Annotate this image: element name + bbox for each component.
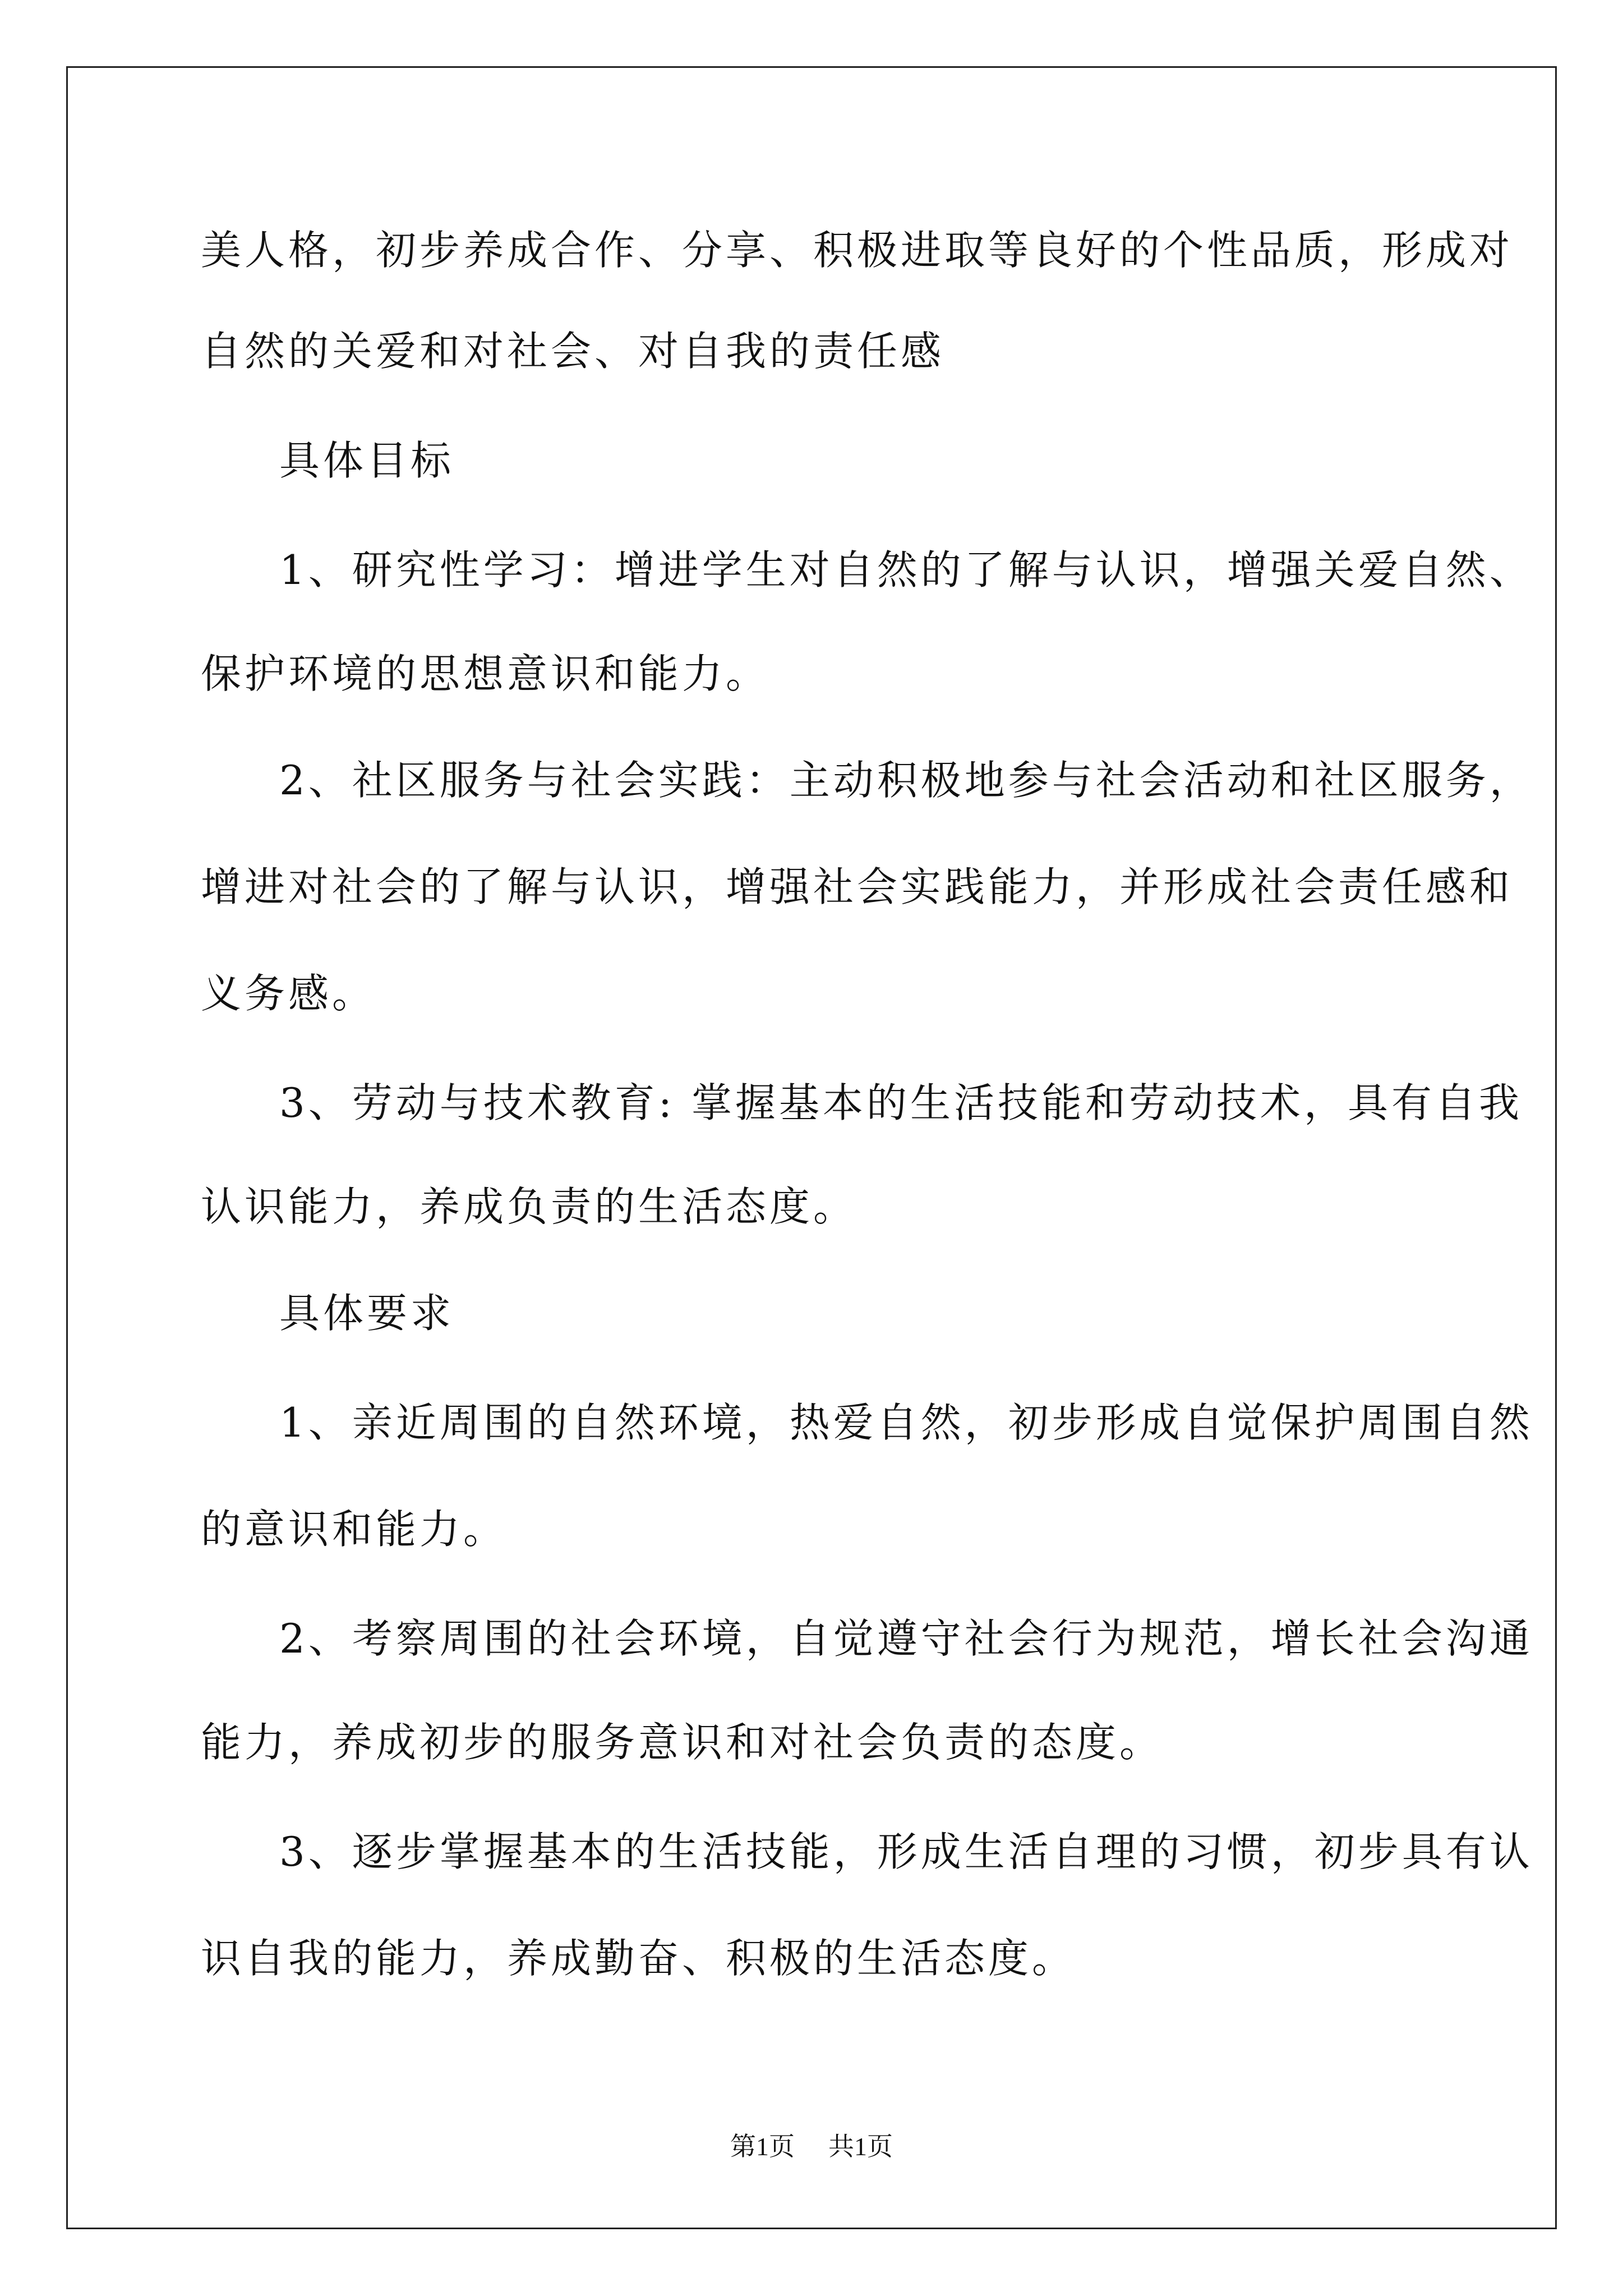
text-line: 1、亲近周围的自然环境，热爱自然，初步形成自觉保护周围自然	[279, 1399, 1533, 1446]
text-line: 保护环境的思想意识和能力。	[201, 650, 770, 697]
text-line: 2、考察周围的社会环境，自觉遵守社会行为规范，增长社会沟通	[279, 1615, 1533, 1662]
text-line: 义务感。	[201, 970, 376, 1017]
text-line: 增进对社会的了解与认识，增强社会实践能力，并形成社会责任感和	[201, 863, 1514, 910]
text-line: 1、研究性学习：增进学生对自然的了解与认识，增强关爱自然、	[279, 546, 1533, 593]
text-line: 3、逐步掌握基本的生活技能，形成生活自理的习惯，初步具有认	[279, 1828, 1533, 1875]
text-line: 自然的关爱和对社会、对自我的责任感	[201, 328, 945, 375]
page-frame	[66, 66, 1557, 2229]
text-line: 的意识和能力。	[201, 1506, 508, 1553]
text-line: 识自我的能力，养成勤奋、积极的生活态度。	[201, 1935, 1076, 1982]
page-total: 共1页	[828, 2132, 893, 2161]
text-line: 美人格，初步养成合作、分享、积极进取等良好的个性品质，形成对	[201, 227, 1514, 274]
section-heading: 具体目标	[279, 437, 455, 484]
page-footer	[0, 2126, 1623, 2163]
page-number: 第1页	[730, 2132, 795, 2161]
text-line: 能力，养成初步的服务意识和对社会负责的态度。	[201, 1719, 1164, 1766]
text-line: 3、劳动与技术教育: 掌握基本的生活技能和劳动技术，具有自我	[279, 1079, 1523, 1126]
text-line: 认识能力，养成负责的生活态度。	[201, 1183, 857, 1230]
text-line: 2、社区服务与社会实践：主动积极地参与社会活动和社区服务，	[279, 757, 1533, 804]
section-heading: 具体要求	[279, 1290, 455, 1337]
